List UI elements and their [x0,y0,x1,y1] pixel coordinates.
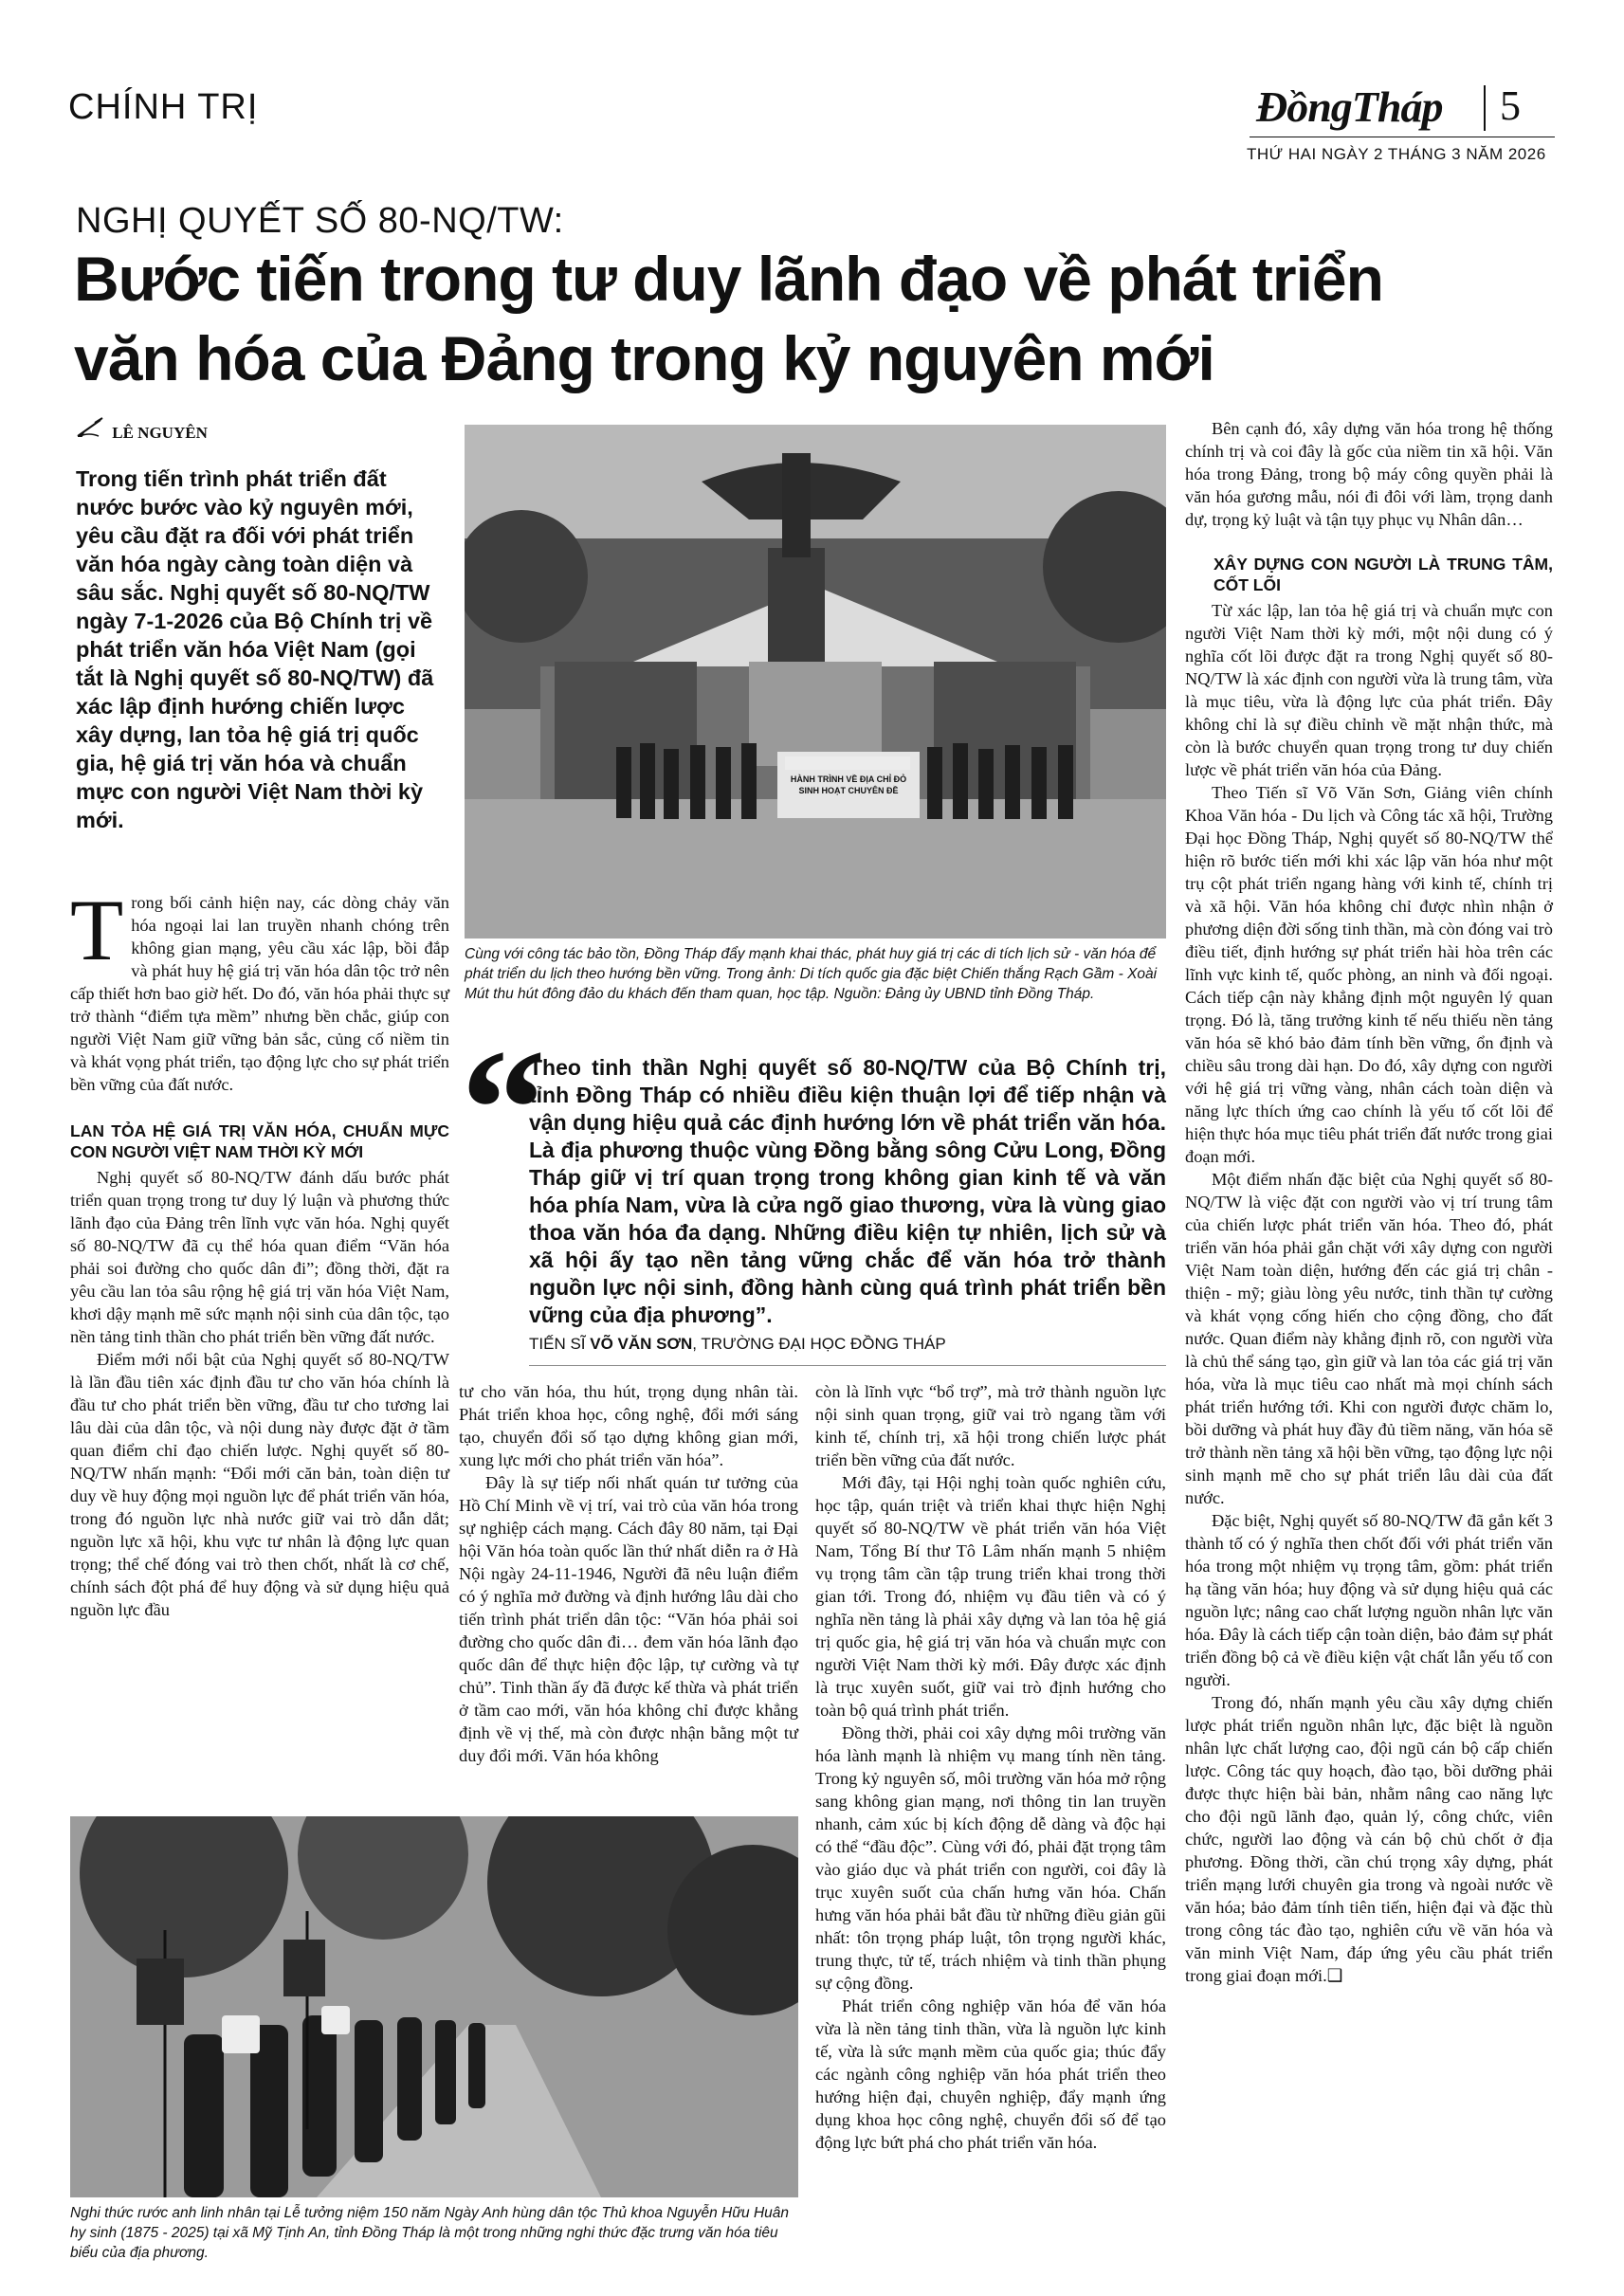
issue-date: THỨ HAI NGÀY 2 THÁNG 3 NĂM 2026 [1247,145,1546,163]
drop-cap: T [70,882,124,978]
column-2 [459,1380,798,1767]
paragraph: Đặc biệt, Nghị quyết số 80-NQ/TW đã gắn kết 3 thành tố có ý nghĩa then chốt đối với phát triển văn hóa trong một nhiệm vụ trọng tâm, gồm: phát triển hạ tầng văn hóa; huy động và sử dụng hiệu quả các nguồn lực; nâng cao chất lượng nguồn nhân lực văn hóa. Đây là cách tiếp cận toàn diện, bảo đảm sự phát triển đồng bộ cả về điều kiện vật chất lẫn yếu tố con người. [1185,1511,1553,1689]
quote-mark: “ [461,1014,546,1203]
pen-icon [76,417,108,443]
byline [76,417,208,443]
paragraph: Nghị quyết số 80-NQ/TW đánh dấu bước phát triển quan trọng trong tư duy lý luận và phương thức lãnh đạo của Đảng trên lĩnh vực văn hóa. Nghị quyết số 80-NQ/TW đã cụ thể hóa quan điểm “Văn hóa phải soi đường cho quốc dân đi”; đồng thời, đặt ra yêu cầu lan tỏa sâu rộng hệ giá trị văn hóa Việt Nam, khơi dậy mạnh mẽ sức mạnh nội sinh của dân tộc, tạo nền tảng tinh thần cho phát triển bền vững đất nước. [70,1168,449,1346]
intro-text: rong bối cảnh hiện nay, các dòng chảy văn hóa ngoại lai lan truyền nhanh chóng trên không gian mạng, yêu cầu xác lập, bồi đắp và phát huy hệ giá trị văn hóa dân tộc trở nên cấp thiết hơn bao giờ hết. Do đó, văn hóa phải thực sự trở thành “điểm tựa mềm” nhưng bền chắc, giúp con người Việt Nam giữ vững bản sắc, củng cố niềm tin và khát vọng phát triển, tạo động lực cho sự phát triển bền vững của đất nước. [70,893,449,1094]
intro-paragraph [70,882,449,1096]
photo-banner [783,774,914,796]
header-divider [1484,85,1486,131]
paragraph: Theo Tiến sĩ Võ Văn Sơn, Giảng viên chính Khoa Văn hóa - Du lịch và Công tác xã hội, Trường Đại học Đồng Tháp, Nghị quyết số 80-NQ/TW thể hiện rõ bước tiến mới khi xác lập văn hóa như một trụ cột phát triển ngang hàng với kinh tế, chính trị và xã hội. Văn hóa không chỉ được nhìn nhận ở phương diện đời sống tinh thần, mà còn đóng vai trò điều tiết, định hướng sự phát triển hài hòa trên các lĩnh vực kinh tế, quốc phòng, an ninh và đối ngoại. Cách tiếp cận này khẳng định một nguyên lý quan trọng. Đó là, tăng trưởng kinh tế nếu thiếu nền tảng văn hóa sẽ khó bảo đảm tính bền vững, ổn định và chiều sâu trong dài hạn. Do đó, xây dựng con người với hệ giá trị vững vàng, nhân cách toàn diện và năng lực thích ứng cao chính là yếu tố cốt lõi để hiện thực hóa mục tiêu phát triển đất nước trong giai đoạn mới. [1185,783,1553,1166]
paragraph: Đồng thời, phải coi xây dựng môi trường văn hóa lành mạnh là nhiệm vụ mang tính nền tảng. Trong kỷ nguyên số, môi trường văn hóa mở rộng sang không gian mạng, nơi thông tin lan truyền nhanh, cảm xúc bị kích động dễ dàng và độc hại có thể “đầu độc”. Cùng với đó, phải đặt trọng tâm vào giáo dục và phát triển con người, coi đây là trục xuyên suốt của chấn hưng văn hóa. Chấn hưng văn hóa phải bắt đầu từ những điều giản gũi nhất: tôn trọng pháp luật, tôn trọng người khác, trung thực, tử tế, trách nhiệm và tinh thần phụng sự cộng đồng. [815,1723,1166,1993]
brand-name: ĐồngTháp [1256,82,1443,131]
paragraph: Từ xác lập, lan tỏa hệ giá trị và chuẩn mực con người Việt Nam thời kỳ mới, một nội dung có ý nghĩa cốt lõi được đặt ra trong Nghị quyết số 80-NQ/TW là xác định con người vừa là trung tâm, vừa là mục tiêu, vừa là động lực của phát triển. Đây không chỉ là sự điều chỉnh về mặt nhận thức, mà còn là bước chuyển quan trọng trong tư duy chiến lược về phát triển văn hóa của Đảng. [1185,601,1553,779]
author-name: LÊ NGUYÊN [112,424,208,442]
column-1 [70,882,449,1621]
paragraph: Phát triển công nghiệp văn hóa để văn hóa vừa là nền tảng tinh thần, vừa là nguồn lực kinh tế, vừa là sức mạnh mềm của quốc gia; thúc đẩy các ngành công nghiệp văn hóa phát triển theo hướng hiện đại, chuyên nghiệp, đẩy mạnh ứng dụng khoa học công nghệ, chuyển đổi số để tạo động lực bứt phá cho phát triển văn hóa. [815,1996,1166,2152]
attribution-name: VÕ VĂN SƠN [590,1335,693,1353]
photo-2-caption: Nghi thức rước anh linh nhân tại Lễ tưởng niệm 150 năm Ngày Anh hùng dân tộc Thủ khoa Nguyễn Hữu Huân hy sinh (1875 - 2025) tại xã Mỹ Tịnh An, tỉnh Đồng Tháp là một trong những nghi thức đặc trưng văn hóa tiêu biểu của địa phương. [70,2205,789,2261]
title-line-2: văn hóa của Đảng trong kỷ nguyên mới [74,323,1214,393]
paragraph: Một điểm nhấn đặc biệt của Nghị quyết số 80-NQ/TW là việc đặt con người vào vị trí trung tâm của chiến lược phát triển văn hóa. Theo đó, phát triển văn hóa phải gắn chặt với xây dựng con người Việt Nam toàn diện, hướng đến các giá trị chân - thiện - mỹ; giàu lòng yêu nước, tinh thần tự cường và khát vọng cống hiến cho cộng đồng, cho đất nước. Quan điểm này khẳng định rõ, con người vừa là chủ thể sáng tạo, gìn giữ và lan tỏa các giá trị văn hóa, vừa là mục tiêu cao nhất mà mọi chính sách phát triển hướng tới. Khi con người được chăm lo, bồi dưỡng và phát huy đầy đủ tiềm năng, văn hóa sẽ trở thành nền tảng xã hội bền vững, tạo động lực nội sinh mạnh mẽ cho sự phát triển lâu dài của đất nước. [1185,1170,1553,1507]
section-label: CHÍNH TRỊ [68,87,259,127]
subhead-1: LAN TỎA HỆ GIÁ TRỊ VĂN HÓA, CHUẨN MỰC CON NGƯỜI VIỆT NAM THỜI KỲ MỚI [70,1121,449,1161]
paragraph: còn là lĩnh vực “bổ trợ”, mà trở thành nguồn lực nội sinh quan trọng, giữ vai trò ngang tầm với kinh tế, chính trị, xã hội trong chiến lược phát triển bền vững của đất nước. [815,1382,1166,1469]
banner-line-2: SINH HOẠT CHUYÊN ĐỀ [798,786,899,795]
pull-quote-attribution [529,1335,946,1354]
monument-photo [465,425,1166,938]
column-3 [815,1380,1166,2154]
attribution-suffix: , TRƯỜNG ĐẠI HỌC ĐỒNG THÁP [692,1335,946,1353]
monument-illustration [465,425,1166,938]
paragraph: tư cho văn hóa, thu hút, trọng dụng nhân tài. Phát triển khoa học, công nghệ, đổi mới sáng tạo, chuyển đổi số tạo dựng không gian mới, xung lực mới cho phát triển văn hóa”. [459,1382,798,1469]
end-mark-icon: ❑ [1326,1966,1343,1985]
title-line-1: Bước tiến trong tư duy lãnh đạo về phát triển [74,244,1383,314]
procession-photo [70,1816,798,2197]
photo-1-caption: Cùng với công tác bảo tồn, Đồng Tháp đẩy mạnh khai thác, phát huy giá trị các di tích lịch sử - văn hóa để phát triển du lịch theo hướng bền vững. Trong ảnh: Di tích quốc gia đặc biệt Chiến thắng Rạch Gầm - Xoài Mút thu hút đông đảo du khách đến tham quan, học tập. Nguồn: Đảng ủy UBND tỉnh Đồng Tháp. [465,946,1158,1002]
paragraph: Bên cạnh đó, xây dựng văn hóa trong hệ thống chính trị và coi đây là gốc của niềm tin xã hội. Văn hóa trong Đảng, trong bộ máy công quyền phải là văn hóa gương mẫu, nói đi đôi với làm, trọng danh dự, trọng kỷ luật và tận tụy phục vụ Nhân dân… [1185,419,1553,529]
article-title [74,239,1572,398]
column-4 [1185,417,1553,1987]
paragraph: Mới đây, tại Hội nghị toàn quốc nghiên cứu, học tập, quán triệt và triển khai thực hiện Nghị quyết số 80-NQ/TW về phát triển văn hóa Việt Nam, Tổng Bí thư Tô Lâm nhấn mạnh 5 nhiệm vụ trọng tâm cần tập trung triển khai trong thời gian tới. Trong đó, nhiệm vụ đầu tiên và có ý nghĩa nền tảng là phải xây dựng và lan tỏa hệ giá trị quốc gia, hệ giá trị văn hóa và chuẩn mực con người Việt Nam thời kỳ mới. Đây được xác định là trục xuyên suốt, giữ vai trò định hướng cho toàn bộ quá trình phát triển. [815,1473,1166,1720]
paragraph-text: Trong đó, nhấn mạnh yêu cầu xây dựng chiến lược phát triển nguồn nhân lực, đặc biệt là nguồn nhân lực chất lượng cao, đội ngũ cán bộ cấp chiến lược. Công tác quy hoạch, đào tạo, bồi dưỡng phải được thực hiện bài bản, nhằm nâng cao năng lực cho đội ngũ lãnh đạo, quản lý, công chức, viên chức, người lao động và cán bộ chủ chốt ở địa phương. Đồng thời, cần chú trọng xây dựng, phát triển mạng lưới chuyên gia trong và ngoài nước về văn hóa; bảo đảm tính tiên tiến, hiện đại và đặc thù trong công tác đào tạo, nghiên cứu về văn hóa và văn minh Việt Nam, đáp ứng yêu cầu phát triển trong giai đoạn mới. [1185,1693,1553,1985]
subhead-2: XÂY DỰNG CON NGƯỜI LÀ TRUNG TÂM, CỐT LÕI [1213,555,1553,594]
quote-rule [529,1365,1166,1366]
masthead-brand [1256,82,1442,132]
attribution-prefix: TIẾN SĨ [529,1335,586,1353]
page-number: 5 [1500,82,1521,129]
pull-quote-text: Theo tinh thần Nghị quyết số 80-NQ/TW của Bộ Chính trị, tỉnh Đồng Tháp có nhiều điều kiện thuận lợi để tiếp nhận và vận dụng hiệu quả các định hướng lớn về phát triển văn hóa. Là địa phương thuộc vùng Đồng bằng sông Cửu Long, Đồng Tháp giữ vị trí quan trọng trong không gian kinh tế và văn hóa phía Nam, vừa là cửa ngõ giao thương, vừa là vùng giao thoa văn hóa đa dạng. Những điều kiện tự nhiên, lịch sử và xã hội ấy tạo nền tảng vững chắc để văn hóa trở thành nguồn lực nội sinh, đồng hành cùng quá trình phát triển bền vững của địa phương”. [529,1055,1166,1327]
paragraph [1185,1691,1553,1987]
article-lead: Trong tiến trình phát triển đất nước bước vào kỷ nguyên mới, yêu cầu đặt ra đối với phát triển văn hóa ngày càng toàn diện và sâu sắc. Nghị quyết số 80-NQ/TW ngày 7-1-2026 của Bộ Chính trị về phát triển văn hóa Việt Nam (gọi tắt là Nghị quyết số 80-NQ/TW) đã xác lập định hướng chiến lược xây dựng, lan tỏa hệ giá trị quốc gia, hệ giá trị văn hóa và chuẩn mực con người Việt Nam thời kỳ mới. [76,466,434,832]
paragraph: Điểm mới nổi bật của Nghị quyết số 80-NQ/TW là lần đầu tiên xác định đầu tư cho văn hóa chính là đầu tư cho phát triển bền vững, đầu tư cho tương lai lâu dài của dân tộc, và nội dung này được đặt ở tầm quan điểm chỉ đạo chiến lược. Nghị quyết số 80-NQ/TW nhấn mạnh: “Đổi mới căn bản, toàn diện tư duy về huy động mọi nguồn lực để phát triển văn hóa, trong đó nguồn lực nhà nước giữ vai trò dẫn dắt; nguồn lực xã hội, khu vực tư nhân là động lực quan trọng; thể chế đóng vai trò then chốt, nhất là cơ chế, chính sách đột phá để huy động và sử dụng hiệu quả nguồn lực đầu [70,1350,449,1619]
paragraph: Đây là sự tiếp nối nhất quán tư tưởng của Hồ Chí Minh về vị trí, vai trò của văn hóa trong sự nghiệp cách mạng. Cách đây 80 năm, tại Đại hội Văn hóa toàn quốc lần thứ nhất diễn ra ở Hà Nội ngày 24-11-1946, Người đã nêu luận điểm có ý nghĩa mở đường và định hướng lâu dài cho tiến trình phát triển dân tộc: “Văn hóa phải soi đường cho quốc dân đi… đem văn hóa lãnh đạo quốc dân để thực hiện độc lập, tự cường và tự chủ”. Tinh thần ấy đã được kế thừa và phát triển ở tầm cao mới, văn hóa không chỉ được khẳng định về vị thế, mà còn được nhận bằng một tư duy đổi mới. Văn hóa không [459,1473,798,1765]
banner-line-1: HÀNH TRÌNH VỀ ĐỊA CHỈ ĐỎ [790,774,907,784]
procession-illustration [70,1816,798,2197]
article-kicker: NGHỊ QUYẾT SỐ 80-NQ/TW: [76,201,564,241]
